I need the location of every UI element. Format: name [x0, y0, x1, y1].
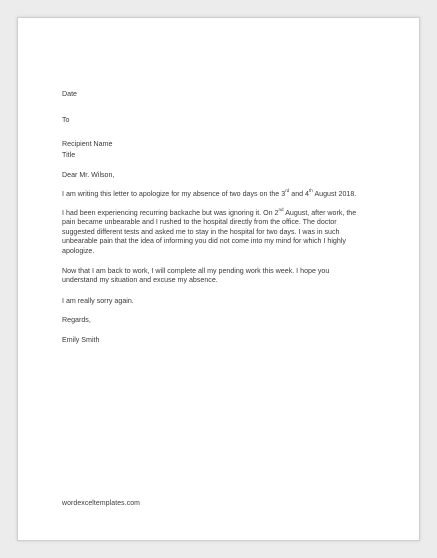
- date-line: Date: [62, 90, 77, 98]
- paragraph-3: [62, 267, 329, 286]
- p1-sup-rd: rd: [285, 187, 290, 193]
- recipient-title: Title: [62, 151, 76, 159]
- to-line: To: [62, 116, 70, 124]
- p2-line-1: [62, 206, 357, 218]
- p2-line-5: apologize.: [62, 246, 95, 255]
- p2-line-2: pain became unbearable and I rushed to the hospital directly from the office. The doctor: [62, 218, 337, 227]
- footer-website: wordexceltemplates.com: [62, 500, 141, 507]
- p2-sup-nd: nd: [278, 206, 284, 212]
- p1-text-a: I am writing this letter to apologize for my absence of two days on the 3: [62, 190, 286, 198]
- closing: Regards,: [62, 316, 91, 324]
- signature: Emily Smith: [62, 336, 100, 344]
- p2-line-3: suggested different tests and asked me to stay in the hospital for two days. I was in such: [62, 227, 340, 236]
- p3-line-2: understand my situation and excuse my absence.: [62, 276, 218, 285]
- paragraph-1: [62, 187, 357, 199]
- letter-page: [17, 17, 420, 541]
- p1-text-b: and 4: [289, 190, 310, 198]
- p3-line-1: Now that I am back to work, I will complete all my pending work this week. I hope you: [62, 267, 330, 275]
- recipient-name: Recipient Name: [62, 140, 113, 148]
- p1-text-c: August 2018.: [312, 190, 357, 198]
- p2-line-1-b: August, after work, the: [283, 209, 357, 217]
- paragraph-4: I am really sorry again.: [62, 297, 134, 305]
- paragraph-2: [62, 206, 357, 256]
- p2-line-1-a: I had been experiencing recurring backache but was ignoring it. On 2: [62, 209, 279, 217]
- p1-sup-th: th: [309, 187, 313, 193]
- p2-line-4: unbearable pain that the idea of informing you did not come into my mind for which I highly: [62, 237, 346, 246]
- salutation: Dear Mr. Wilson,: [62, 171, 115, 179]
